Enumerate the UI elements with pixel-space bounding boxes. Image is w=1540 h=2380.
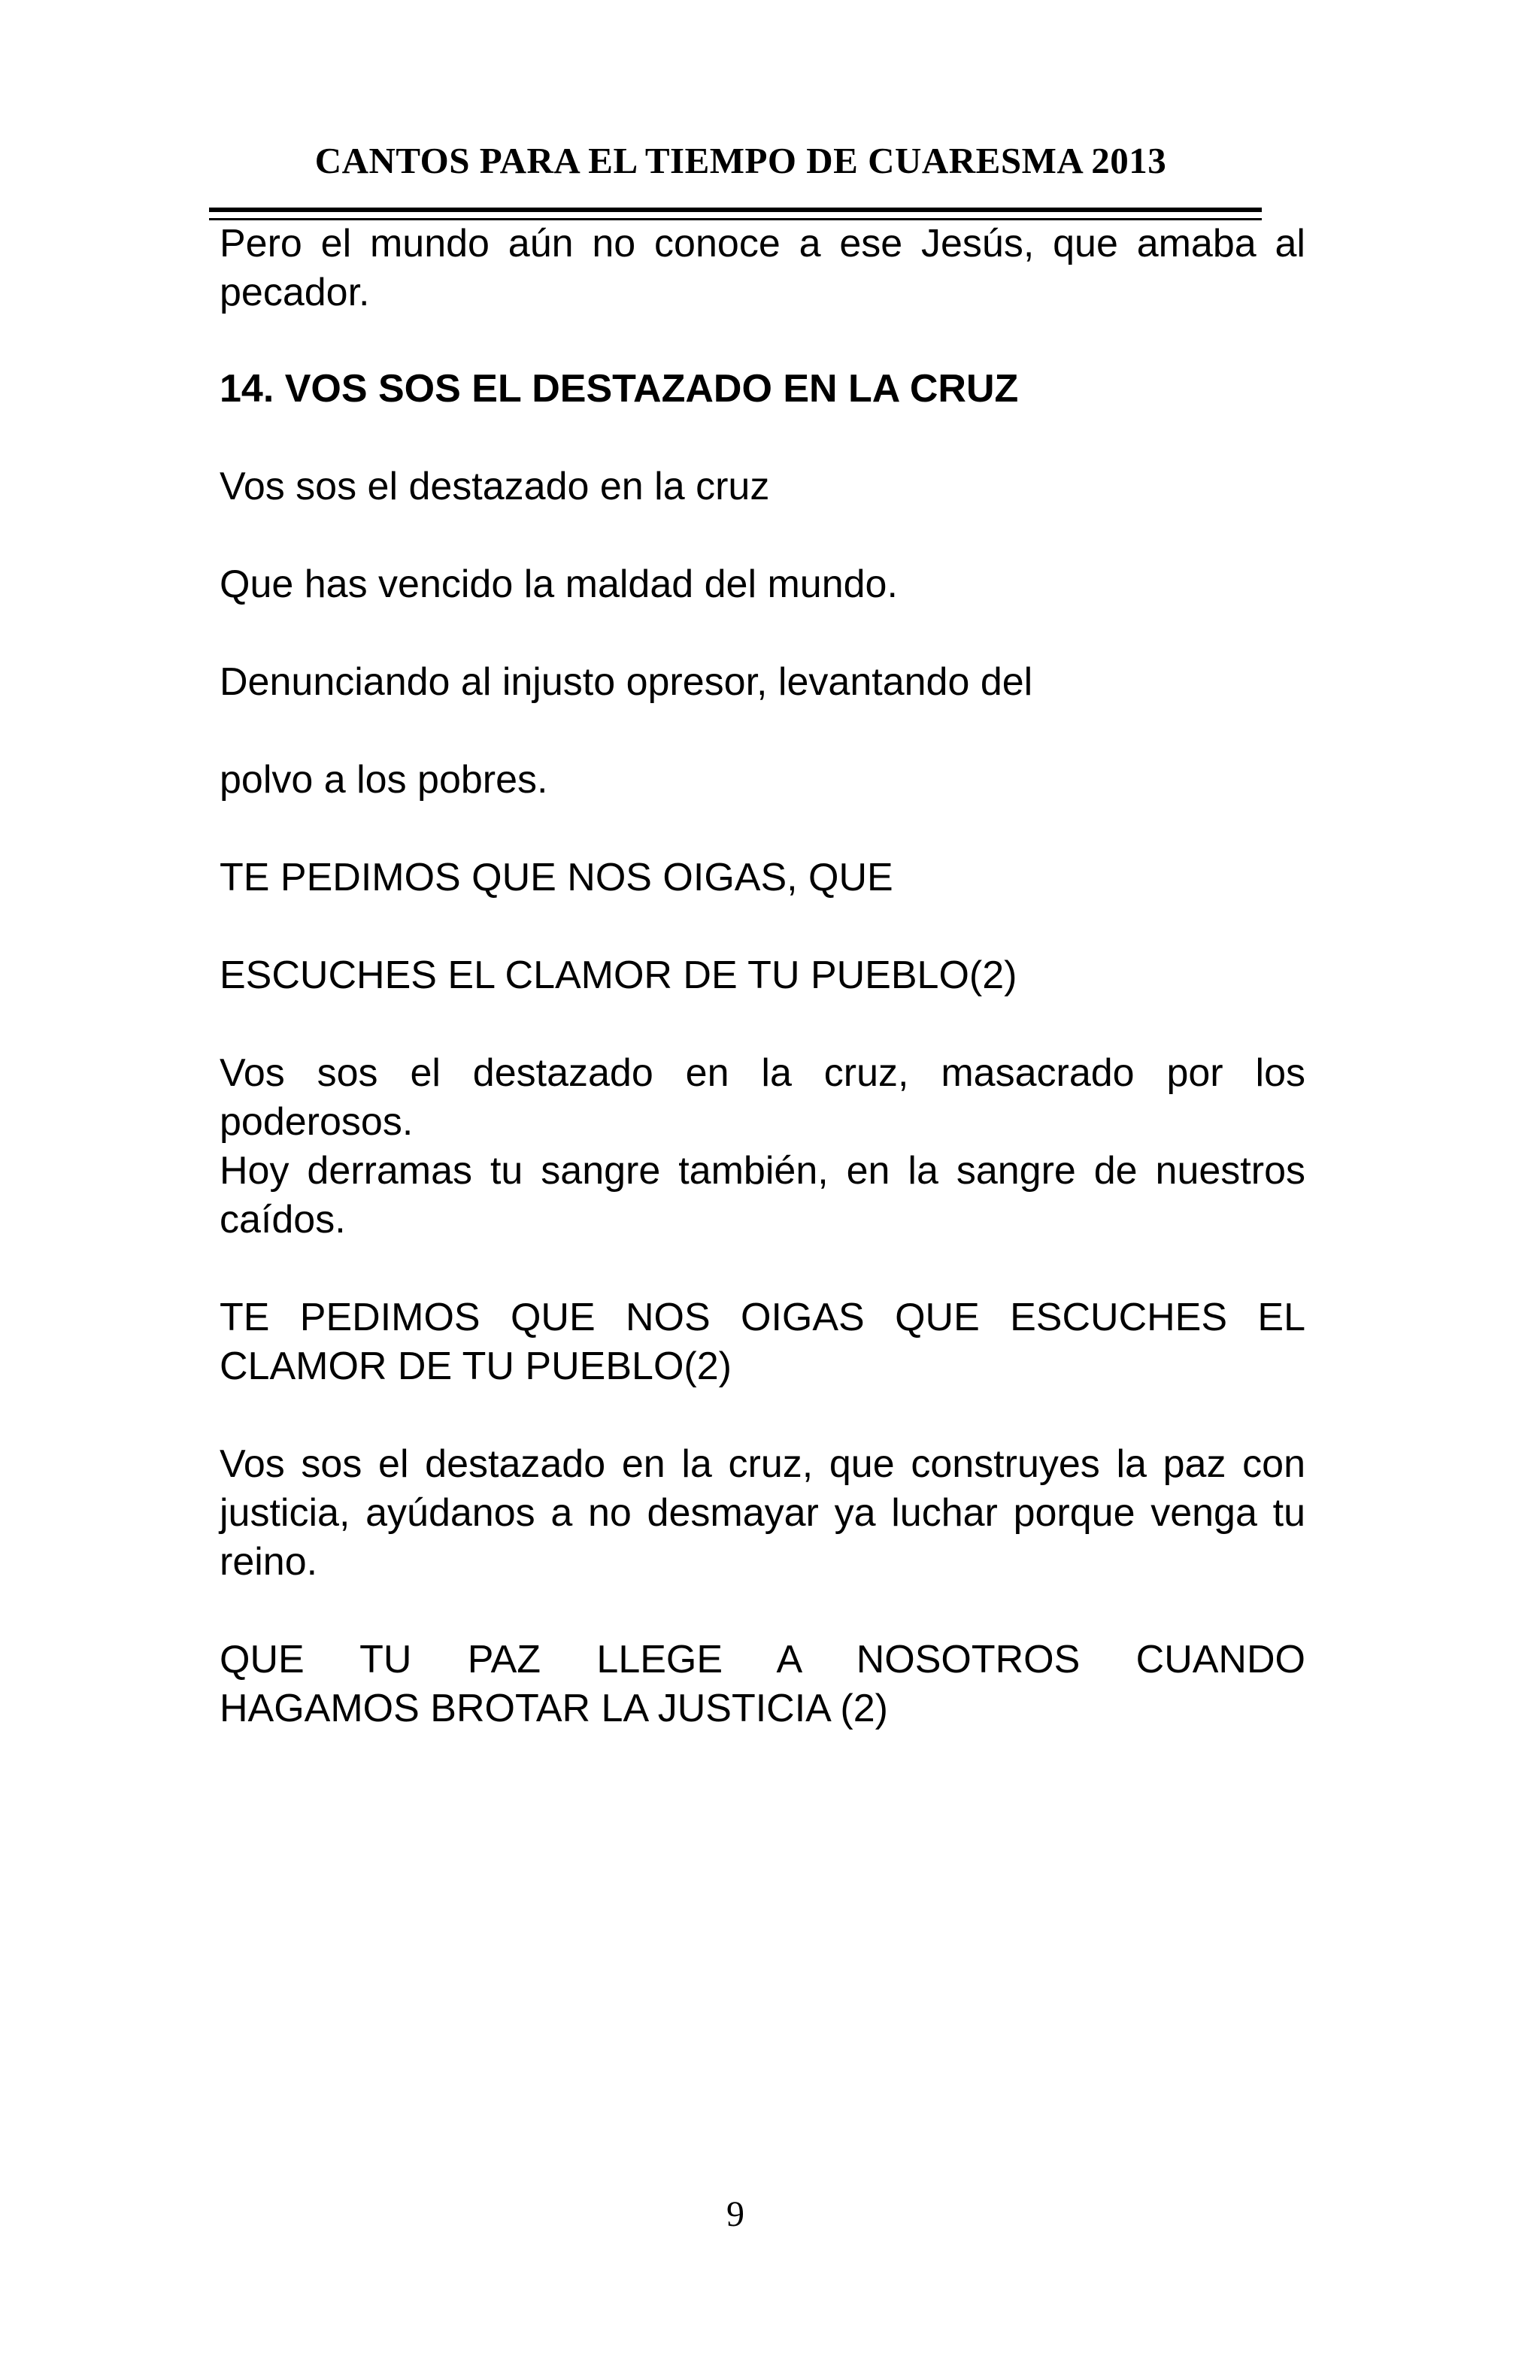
song-title: 14. VOS SOS EL DESTAZADO EN LA CRUZ [220, 367, 1019, 411]
verse-line: polvo a los pobres. [220, 758, 548, 802]
final-chorus-line: HAGAMOS BROTAR LA JUSTICIA (2) [220, 1687, 888, 1730]
verse-line: Denunciando al injusto opresor, levantando del [220, 660, 1033, 704]
running-header: CANTOS PARA EL TIEMPO DE CUARESMA 2013 [314, 140, 1167, 181]
song-content [220, 220, 1305, 1733]
verse-line: Vos sos el destazado en la cruz [220, 465, 770, 508]
verse-paragraph: Vos sos el destazado en la cruz, que construyes la paz con justicia, ayúdanos a no desmayar ya luchar porque venga tu reino. [220, 1442, 1305, 1584]
chorus-line: ESCUCHES EL CLAMOR DE TU PUEBLO(2) [220, 954, 1017, 997]
verse-line: Que has vencido la maldad del mundo. [220, 562, 898, 606]
intro-paragraph: Pero el mundo aún no conoce a ese Jesús, que amaba al pecador. [220, 222, 1305, 314]
header-rule-thick [209, 208, 1262, 212]
chorus-line: TE PEDIMOS QUE NOS OIGAS, QUE [220, 856, 893, 899]
verse-paragraph: Vos sos el destazado en la cruz, masacrado por los poderosos. [220, 1051, 1305, 1144]
chorus-paragraph: TE PEDIMOS QUE NOS OIGAS QUE ESCUCHES EL CLAMOR DE TU PUEBLO(2) [220, 1296, 1305, 1388]
verse-paragraph: Hoy derramas tu sangre también, en la sangre de nuestros caídos. [220, 1149, 1305, 1242]
final-chorus-line: QUE TU PAZ LLEGE A NOSOTROS CUANDO [220, 1638, 1305, 1681]
page-number: 9 [726, 2194, 744, 2234]
